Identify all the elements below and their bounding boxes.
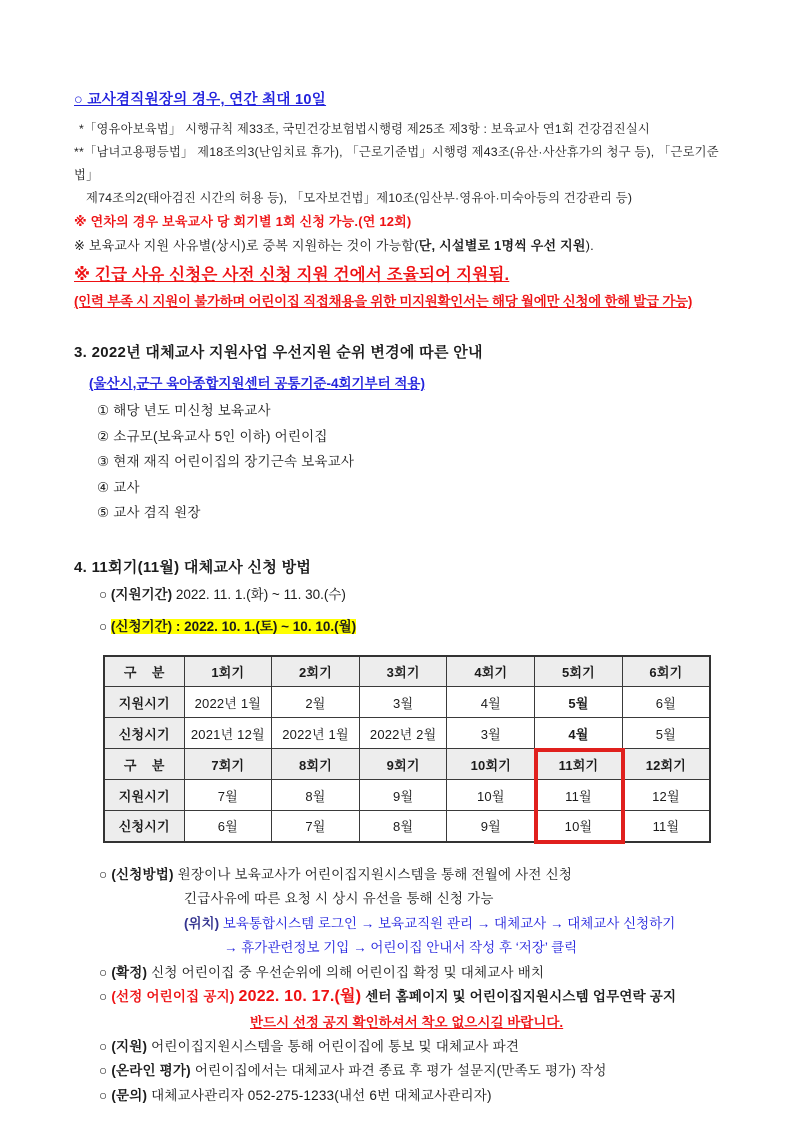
table-cell: 2021년 12월 xyxy=(184,718,272,749)
apply-period-highlight: (신청기간) : 2022. 10. 1.(토) ~ 10. 10.(월) xyxy=(110,618,357,634)
urgent-reason-note: ※ 긴급 사유 신청은 사전 신청 지원 건에서 조율되어 지원됨. xyxy=(74,266,510,284)
procedure-section xyxy=(74,863,737,1109)
table-cell: 5월 xyxy=(622,718,710,749)
schedule-table-wrapper xyxy=(103,655,711,843)
selection-notice-date: 2022. 10. 17.(월) xyxy=(238,988,362,1005)
table-cell: 2022년 1월 xyxy=(184,687,272,718)
table-cell: 9회기 xyxy=(359,749,447,780)
confirm-text: 신청 어린이집 중 우선순위에 의해 어린이집 확정 및 대체교사 배치 xyxy=(151,964,545,980)
table-cell: 10회기 xyxy=(447,749,535,780)
circle-bullet: ○ xyxy=(99,989,108,1004)
annual-leave-note: ※ 연차의 경우 보육교사 당 회기별 1회 신청 가능.(연 12회) xyxy=(74,214,412,229)
table-cell: 4월 xyxy=(535,718,623,749)
table-cell: 2022년 1월 xyxy=(272,718,360,749)
table-cell: 7회기 xyxy=(184,749,272,780)
contact-text: 대체교사관리자 052-275-1233(내선 6번 대체교사관리자) xyxy=(151,1087,492,1103)
section4-heading: 4. 11회기(11월) 대체교사 신청 방법 xyxy=(74,558,312,576)
table-cell: 2회기 xyxy=(272,656,360,687)
table-cell: 구 분 xyxy=(104,656,184,687)
table-cell: 3월 xyxy=(359,687,447,718)
circle-bullet: ○ xyxy=(99,1063,108,1078)
table-cell: 6회기 xyxy=(622,656,710,687)
selection-warning-line: 반드시 선정 공지 확인하셔서 착오 없으시길 바랍니다. xyxy=(250,1014,564,1030)
table-cell: 1회기 xyxy=(184,656,272,687)
priority-list xyxy=(74,398,737,526)
table-cell: 9월 xyxy=(359,780,447,811)
apply-method-text: 원장이나 보육교사가 어린이집지원시스템을 통해 전월에 사전 신청 xyxy=(177,866,573,882)
contact-line xyxy=(99,1084,737,1109)
table-header-row xyxy=(104,749,710,780)
table-cell: 8월 xyxy=(359,811,447,842)
dispatch-label: (지원) xyxy=(111,1038,148,1054)
table-cell: 2022년 2월 xyxy=(359,718,447,749)
table-cell: 5회기 xyxy=(535,656,623,687)
table-data-row xyxy=(104,687,710,718)
circle-bullet: ○ xyxy=(99,964,108,980)
location-path-1: 보육통합시스템 로그인 → 보육교직원 관리 → 대체교사 → 대체교사 신청하기 xyxy=(222,915,676,931)
duplicate-note-bold: 단, 시설별로 1명씩 우선 지원 xyxy=(418,238,586,253)
table-cell: 9월 xyxy=(447,811,535,842)
confirm-line xyxy=(99,961,737,986)
priority-item-1: ① 해당 년도 미신청 보육교사 xyxy=(97,403,271,418)
table-cell: 10월 xyxy=(447,780,535,811)
online-eval-line xyxy=(99,1059,737,1084)
circle-bullet: ○ xyxy=(99,586,108,602)
table-cell: 3월 xyxy=(447,718,535,749)
priority-item-2: ② 소규모(보육교사 5인 이하) 어린이집 xyxy=(97,428,328,444)
table-header-row xyxy=(104,656,710,687)
section3-heading: 3. 2022년 대체교사 지원사업 우선지원 순위 변경에 따른 안내 xyxy=(74,344,483,361)
selection-notice-label: (선정 어린이집 공지) xyxy=(111,989,235,1004)
system-location-line-2: → 휴가관련정보 기입 → 어린이집 안내서 작성 후 ‘저장’ 클릭 xyxy=(224,940,578,955)
table-cell: 10월 xyxy=(535,811,623,842)
table-cell: 7월 xyxy=(272,811,360,842)
table-cell: 12월 xyxy=(622,780,710,811)
table-cell: 12회기 xyxy=(622,749,710,780)
support-period-line xyxy=(99,581,737,609)
support-period-value: 2022. 11. 1.(화) ~ 11. 30.(수) xyxy=(175,586,346,602)
table-cell: 5월 xyxy=(535,687,623,718)
table-cell: 11월 xyxy=(622,811,710,842)
circle-bullet: ○ xyxy=(99,1087,108,1103)
section3-subheading: (울산시,군구 육아종합지원센터 공통기준-4회기부터 적용) xyxy=(89,376,425,391)
online-eval-label: (온라인 평가) xyxy=(111,1063,191,1078)
table-data-row xyxy=(104,780,710,811)
support-period-label: (지원기간) xyxy=(110,586,173,602)
schedule-table xyxy=(103,655,711,843)
table-cell: 3회기 xyxy=(359,656,447,687)
online-eval-text: 어린이집에서는 대체교사 파견 종료 후 평가 설문지(만족도 평가) 작성 xyxy=(194,1063,607,1078)
dispatch-line xyxy=(99,1035,737,1060)
table-cell: 11회기 xyxy=(535,749,623,780)
table-cell: 6월 xyxy=(622,687,710,718)
duplicate-note-post: ). xyxy=(585,238,594,253)
circle-bullet: ○ xyxy=(99,866,108,882)
location-label: (위치) xyxy=(184,915,220,931)
selection-notice-text: 센터 홈페이지 및 어린이집지원시스템 업무연락 공지 xyxy=(365,989,677,1004)
table-cell: 신청시기 xyxy=(104,811,184,842)
law-note-1: *「영유아보육법」 시행규칙 제33조, 국민건강보험법시행령 제25조 제3항 : 보육교사 연1회 건강검진실시 xyxy=(79,122,650,136)
duplicate-note-pre: ※ 보육교사 지원 사유별(상시)로 중복 지원하는 것이 가능함( xyxy=(74,238,419,253)
confirm-label: (확정) xyxy=(111,964,148,980)
circle-bullet: ○ xyxy=(99,618,108,634)
apply-method-continuation: 긴급사유에 따른 요청 시 상시 유선을 통해 신청 가능 xyxy=(184,891,494,906)
table-cell: 7월 xyxy=(184,780,272,811)
priority-item-3: ③ 현재 재직 어린이집의 장기근속 보육교사 xyxy=(97,454,355,469)
contact-label: (문의) xyxy=(111,1087,148,1103)
table-data-row xyxy=(104,811,710,842)
table-cell: 8월 xyxy=(272,780,360,811)
priority-item-4: ④ 교사 xyxy=(97,479,140,495)
apply-method-label: (신청방법) xyxy=(111,866,174,882)
table-cell: 6월 xyxy=(184,811,272,842)
selection-notice-line xyxy=(99,985,737,1010)
table-cell: 지원시기 xyxy=(104,780,184,811)
circle-bullet: ○ xyxy=(99,1038,108,1054)
table-cell: 2월 xyxy=(272,687,360,718)
table-cell: 4월 xyxy=(447,687,535,718)
law-note-2: **「남녀고용평등법」 제18조의3(난임치료 휴가), 「근로기준법」시행령 제43조(유산·사산휴가의 청구 등), 「근로기준법」 xyxy=(74,145,719,182)
priority-item-5: ⑤ 교사 겸직 원장 xyxy=(97,505,201,520)
apply-period-line xyxy=(99,613,737,641)
table-cell: 지원시기 xyxy=(104,687,184,718)
duplicate-support-note xyxy=(74,234,737,258)
table-data-row xyxy=(104,718,710,749)
dispatch-text: 어린이집지원시스템을 통해 어린이집에 통보 및 대체교사 파견 xyxy=(151,1038,520,1054)
system-location-line-1 xyxy=(184,912,737,937)
table-cell: 11월 xyxy=(535,780,623,811)
table-cell: 구 분 xyxy=(104,749,184,780)
law-note-3: 제74조의2(태아검진 시간의 허용 등), 「모자보건법」제10조(임산부·영유아·미숙아등의 건강관리 등) xyxy=(86,191,633,205)
director-concurrent-title: ○ 교사겸직원장의 경우, 연간 최대 10일 xyxy=(74,92,327,108)
apply-method-line xyxy=(99,863,737,888)
table-cell: 신청시기 xyxy=(104,718,184,749)
table-cell: 4회기 xyxy=(447,656,535,687)
staff-shortage-note: (인력 부족 시 지원이 불가하며 어린이집 직접채용을 위한 미지원확인서는 해당 월에만 신청에 한해 발급 가능) xyxy=(74,294,693,309)
table-cell: 8회기 xyxy=(272,749,360,780)
